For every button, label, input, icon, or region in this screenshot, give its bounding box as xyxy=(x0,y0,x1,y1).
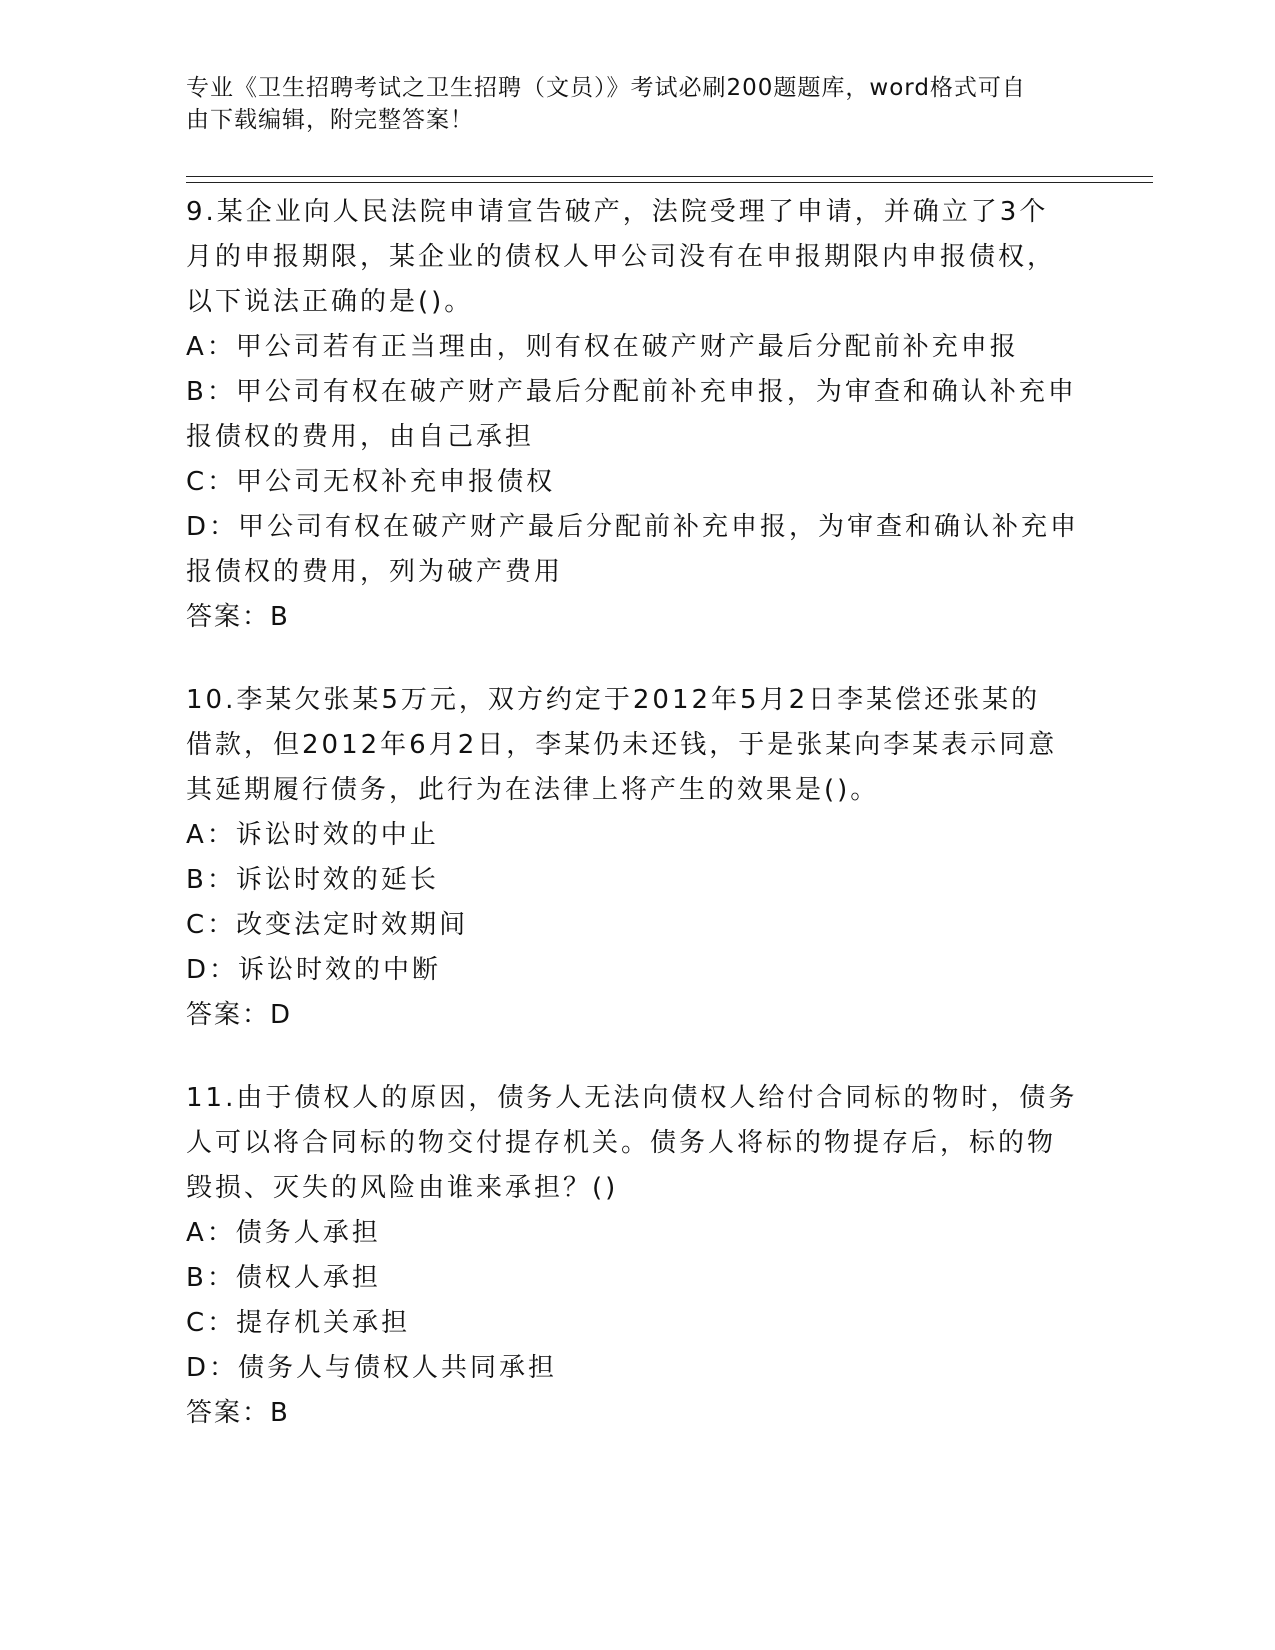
question-stem-line: 其延期履行债务，此行为在法律上将产生的效果是()。 xyxy=(186,775,880,805)
question-list xyxy=(186,190,1086,1474)
answer: 答案：B xyxy=(186,602,290,632)
option-b-continuation: 报债权的费用，由自己承担 xyxy=(186,422,535,452)
option-b: B：诉讼时效的延长 xyxy=(186,865,439,895)
option-d: D：债务人与债权人共同承担 xyxy=(186,1353,558,1383)
question-stem-line: 月的申报期限，某企业的债权人甲公司没有在申报期限内申报债权， xyxy=(186,242,1057,272)
header-divider-top xyxy=(186,176,1153,177)
question-stem-line: 11.由于债权人的原因，债务人无法向债权人给付合同标的物时，债务 xyxy=(186,1083,1078,1113)
question-10 xyxy=(186,678,1086,1038)
option-a: A：甲公司若有正当理由，则有权在破产财产最后分配前补充申报 xyxy=(186,332,1019,362)
question-stem-line: 以下说法正确的是()。 xyxy=(186,287,474,317)
question-stem-line: 9.某企业向人民法院申请宣告破产，法院受理了申请，并确立了3个 xyxy=(186,197,1049,227)
question-9 xyxy=(186,190,1086,640)
option-b: B：甲公司有权在破产财产最后分配前补充申报，为审查和确认补充申 xyxy=(186,377,1077,407)
header-divider-bottom xyxy=(186,182,1153,183)
option-d-continuation: 报债权的费用，列为破产费用 xyxy=(186,557,564,587)
option-a: A：债务人承担 xyxy=(186,1218,381,1248)
answer: 答案：B xyxy=(186,1398,290,1428)
question-stem-line: 毁损、灭失的风险由谁来承担？() xyxy=(186,1173,619,1203)
option-d: D：诉讼时效的中断 xyxy=(186,955,442,985)
question-stem-line: 人可以将合同标的物交付提存机关。债务人将标的物提存后，标的物 xyxy=(186,1128,1057,1158)
question-stem-line: 借款，但2012年6月2日，李某仍未还钱，于是张某向李某表示同意 xyxy=(186,730,1058,760)
option-b: B：债权人承担 xyxy=(186,1263,381,1293)
document-header xyxy=(186,72,1066,136)
answer: 答案：D xyxy=(186,1000,293,1030)
option-c: C：甲公司无权补充申报债权 xyxy=(186,467,556,497)
option-c: C：改变法定时效期间 xyxy=(186,910,469,940)
question-stem-line: 10.李某欠张某5万元，双方约定于2012年5月2日李某偿还张某的 xyxy=(186,685,1041,715)
header-line-2: 由下载编辑，附完整答案！ xyxy=(186,107,474,133)
option-d: D：甲公司有权在破产财产最后分配前补充申报，为审查和确认补充申 xyxy=(186,512,1080,542)
option-c: C：提存机关承担 xyxy=(186,1308,411,1338)
header-line-1: 专业《卫生招聘考试之卫生招聘（文员）》考试必刷200题题库，word格式可自 xyxy=(186,75,1026,101)
question-11 xyxy=(186,1076,1086,1436)
option-a: A：诉讼时效的中止 xyxy=(186,820,439,850)
